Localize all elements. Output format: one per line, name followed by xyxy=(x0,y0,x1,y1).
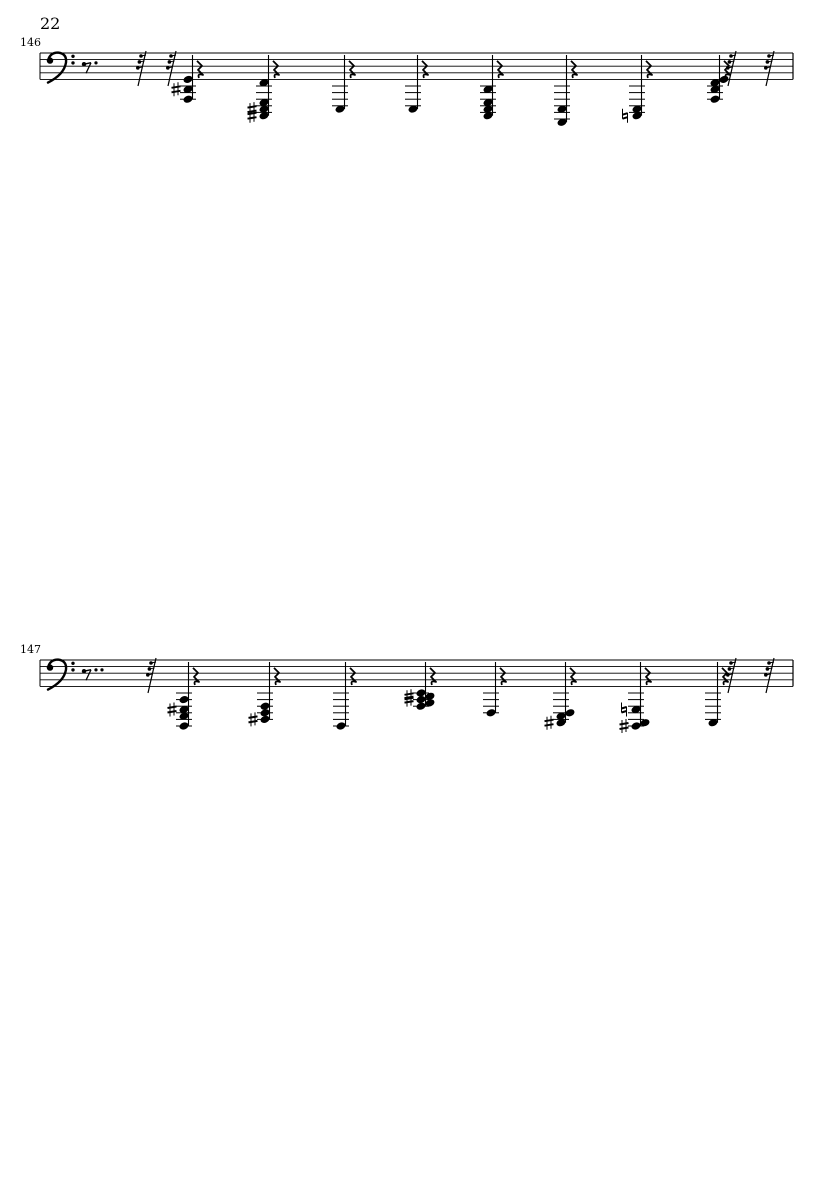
quarter-rest xyxy=(197,61,203,78)
quarter-rest xyxy=(571,61,577,78)
quarter-rest xyxy=(497,61,503,78)
quarter-rest xyxy=(422,61,428,78)
chord-1 xyxy=(249,662,281,726)
leading-rest-0-dot xyxy=(94,61,97,64)
leading-rest-0-dot xyxy=(94,668,97,671)
quarter-rest xyxy=(646,61,652,78)
bass-clef-icon xyxy=(48,660,66,690)
quarter-rest xyxy=(570,668,576,685)
quarter-rest xyxy=(645,668,651,685)
chord-4 xyxy=(483,662,506,718)
chord-5 xyxy=(545,662,577,730)
staff-system-146 xyxy=(40,51,793,127)
notehead xyxy=(260,701,271,711)
notehead xyxy=(631,721,642,731)
notehead xyxy=(719,75,730,85)
chord-1 xyxy=(248,55,280,123)
notehead xyxy=(183,94,194,104)
staff-system-147 xyxy=(40,658,793,733)
measure-number-146: 146 xyxy=(20,36,41,49)
chord-7 xyxy=(705,662,728,727)
notehead xyxy=(416,688,427,698)
notehead xyxy=(486,708,497,718)
chord-2 xyxy=(332,55,355,114)
quarter-rest xyxy=(500,668,506,685)
notehead xyxy=(710,94,721,104)
notehead xyxy=(183,75,194,85)
quarter-rest xyxy=(193,668,199,685)
leading-rest-0-dot xyxy=(100,668,103,671)
notehead xyxy=(565,708,576,718)
quarter-rest xyxy=(350,668,356,685)
quarter-rest xyxy=(430,668,436,685)
chord-3 xyxy=(405,55,428,114)
chord-0 xyxy=(168,662,200,731)
chord-2 xyxy=(333,662,356,731)
measure-number-147: 147 xyxy=(20,643,41,656)
quarter-rest xyxy=(274,668,280,685)
quarter-rest xyxy=(273,61,279,78)
page-number: 22 xyxy=(40,14,61,33)
notehead xyxy=(336,721,347,731)
chord-4 xyxy=(480,55,503,120)
quarter-rest xyxy=(349,61,355,78)
notehead xyxy=(179,721,190,731)
chord-6 xyxy=(623,55,653,123)
chord-6 xyxy=(620,662,652,733)
bass-clef-icon xyxy=(48,53,66,83)
notehead xyxy=(179,695,190,705)
